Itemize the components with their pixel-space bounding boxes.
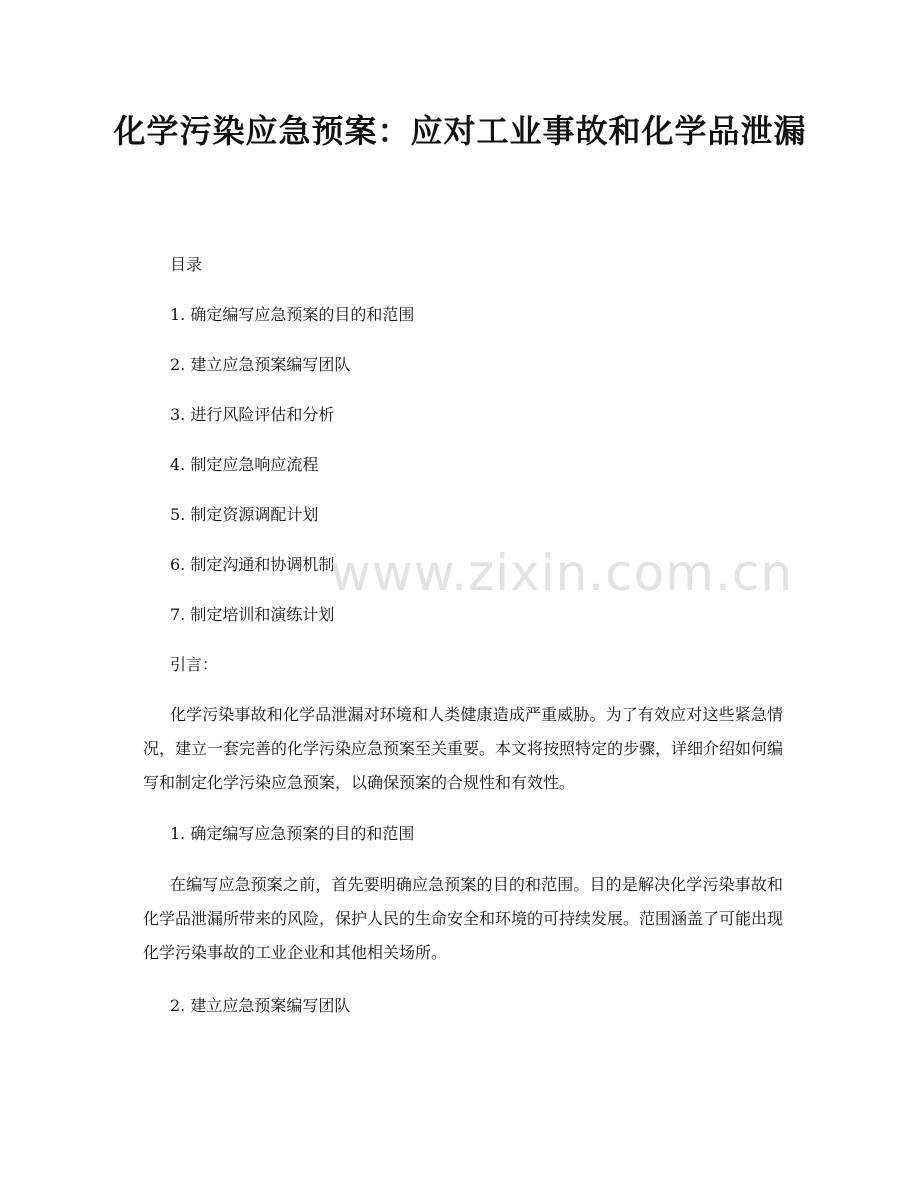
intro-paragraph: 化学污染事故和化学品泄漏对环境和人类健康造成严重威胁。为了有效应对这些紧急情况，建立一套完善的化学污染应急预案至关重要。本文将按照特定的步骤，详细介绍如何编写和制定化学污染应急预案，以确保预案的合规性和有效性。 <box>143 705 784 792</box>
section-1-paragraph: 在编写应急预案之前，首先要明确应急预案的目的和范围。目的是解决化学污染事故和化学品泄漏所带来的风险，保护人民的生命安全和环境的可持续发展。范围涵盖了可能出现化学污染事故的工业企业和其他相关场所。 <box>143 875 784 962</box>
toc-item-4: 4. 制定应急响应流程 <box>170 455 319 474</box>
toc-item-2: 2. 建立应急预案编写团队 <box>170 355 351 374</box>
intro-heading: 引言： <box>170 655 219 674</box>
section-2-heading: 2. 建立应急预案编写团队 <box>170 996 351 1015</box>
section-1-heading: 1. 确定编写应急预案的目的和范围 <box>170 824 415 843</box>
toc-item-1: 1. 确定编写应急预案的目的和范围 <box>170 305 415 324</box>
toc-item-5: 5. 制定资源调配计划 <box>170 505 319 524</box>
toc-item-7: 7. 制定培训和演练计划 <box>170 605 335 624</box>
document-title: 化学污染应急预案：应对工业事故和化学品泄漏 <box>113 112 807 150</box>
toc-item-6: 6. 制定沟通和协调机制 <box>170 555 335 574</box>
toc-item-3: 3. 进行风险评估和分析 <box>170 405 335 424</box>
watermark: www.zixin.com.cn <box>330 544 794 602</box>
toc-heading: 目录 <box>170 255 203 274</box>
